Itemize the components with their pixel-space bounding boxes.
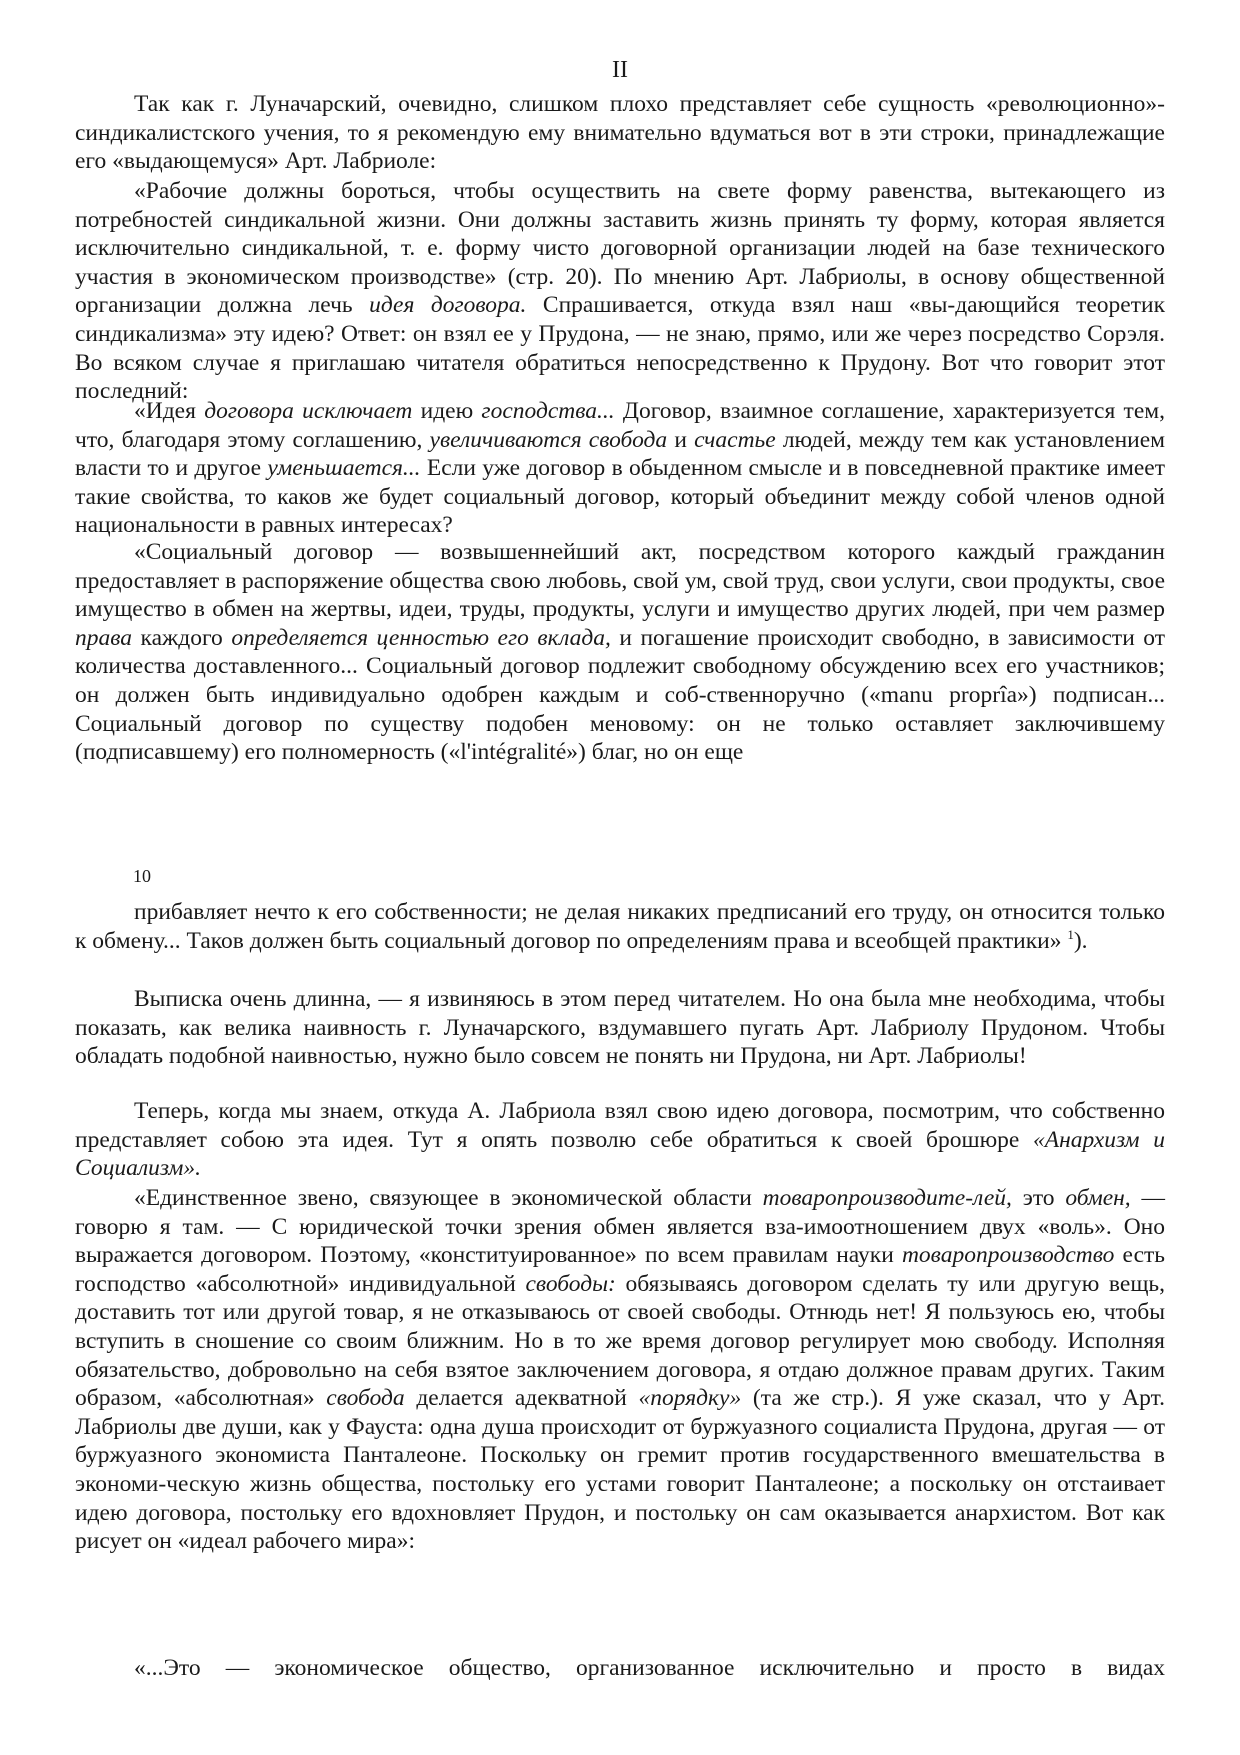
section-heading: II: [612, 57, 628, 83]
paragraph-text: «Единственное звено, связующее в экономической области товаропроизводите-лей, это обмен, — говорю я там. — С юридической точки зрения обмен является вза-имоотношением двух «воль». Оно выражается договором. Поэтому, «конституированное» по всем правилам науки товаропроизводство есть господство «абсолютной» индивидуальной свободы: обязываясь договором сделать ту или другую вещь, доставить тот или другой товар, я не отказываюсь от своей свободы. Отнюдь нет! Я пользуюсь ею, чтобы вступить в сношение со своим ближним. Но в то же время договор регулирует мою свободу. Исполняя обязательство, добровольно на себя взятое заключением договора, я отдаю должное правам других. Таким образом, «абсолютная» свобода делается адекватной «порядку» (та же стр.). Я уже сказал, что у Арт. Лабриолы две души, как у Фауста: одна душа происходит от буржуазного социалиста Прудона, другая — от буржуазного экономиста Панталеоне. Поскольку он гремит против государственного вмешательства в экономи-ческую жизнь общества, постольку его устами говорит Панталеоне; а поскольку он отстаивает идею договора, постольку его вдохновляет Прудон, и постольку он сам оказывается анархистом. Вот как рисует он «идеал рабочего мира»:: [75, 1185, 1166, 1555]
paragraph: [75, 177, 1165, 406]
footnote-marker: 1: [1067, 926, 1074, 942]
paragraph: [75, 1184, 1165, 1556]
paragraph: [75, 898, 1165, 955]
paragraph: [75, 397, 1165, 540]
paragraph: [75, 985, 1165, 1071]
paragraph-text: «...Это — экономическое общество, организованное исключительно и просто в видах: [134, 1655, 1165, 1681]
paragraph-text: «Рабочие должны бороться, чтобы осуществить на свете форму равенства, вытекающего из потребностей синдикальной жизни. Они должны заставить жизнь принять ту форму, которая является исключительно синдикальной, т. е. форму чисто договорной организации людей на базе технического участия в экономическом производстве» (стр. 20). По мнению Арт. Лабриолы, в основу общественной организации должна лечь идея договора. Спрашивается, откуда взял наш «вы-дающийся теоретик синдикализма» эту идею? Ответ: он взял ее у Прудона, — не знаю, прямо, или же через посредство Сорэля. Во всяком случае я приглашаю читателя обратиться непосредственно к Прудону. Вот что говорит этот последний:: [75, 178, 1165, 405]
paragraph-text: прибавляет нечто к его собственности; не делая никаких предписаний его труду, он относится только к обмену... Таков должен быть социальный договор по определениям права и всеобщей практики» $^1$).: [75, 899, 1165, 954]
paragraph-text: Выписка очень длинна, — я извиняюсь в этом перед читателем. Но она была мне необходима, чтобы показать, как велика наивность г. Луначарского, вздумавшего пугать Арт. Лабриолу Прудоном. Чтобы обладать подобной наивностью, нужно было совсем не понять ни Прудона, ни Арт. Лабриолы!: [75, 986, 1165, 1070]
paragraph-text: Так как г. Луначарский, очевидно, слишком плохо представляет себе сущность «революционно»-синдикалистского учения, то я рекомендую ему внимательно вдуматься вот в эти строки, принадлежащие его «выдающемуся» Арт. Лабриоле:: [75, 91, 1165, 175]
paragraph: [75, 90, 1165, 176]
paragraph-text: Теперь, когда мы знаем, откуда А. Лабриола взял свою идею договора, посмотрим, что собственно представляет собою эта идея. Тут я опять позволю себе обратиться к своей брошюре «Анархизм и Социализм».: [75, 1098, 1165, 1182]
page-number: 10: [133, 866, 151, 886]
paragraph: [75, 538, 1165, 767]
paragraph-text: «Идея договора исключает идею господства... Договор, взаимное соглашение, характеризуется тем, что, благодаря этому соглашению, увеличиваются свобода и счастье людей, между тем как установлением власти то и другое уменьшается... Если уже договор в обыденном смысле и в повседневной практике имеет такие свойства, то каков же будет социальный договор, который объединит между собой членов одной национальности в равных интересах?: [75, 398, 1166, 539]
paragraph: [75, 1654, 1165, 1683]
paragraph-text: «Социальный договор — возвышеннейший акт, посредством которого каждый гражданин предоставляет в распоряжение общества свою любовь, свой ум, свой труд, свои услуги, свои продукты, свое имущество в обмен на жертвы, идеи, труды, продукты, услуги и имущество других людей, при чем размер права каждого определяется ценностью его вклада, и погашение происходит свободно, в зависимости от количества доставленного... Социальный договор подлежит свободному обсуждению всех его участников; он должен быть индивидуально одобрен каждым и соб-ственноручно («manu proprîa») подписан... Социальный договор по существу подобен меновому: он не только оставляет заключившему (подписавшему) его полномерность («l'intégralité») благ, но он еще: [75, 539, 1165, 766]
paragraph: [75, 1097, 1165, 1183]
